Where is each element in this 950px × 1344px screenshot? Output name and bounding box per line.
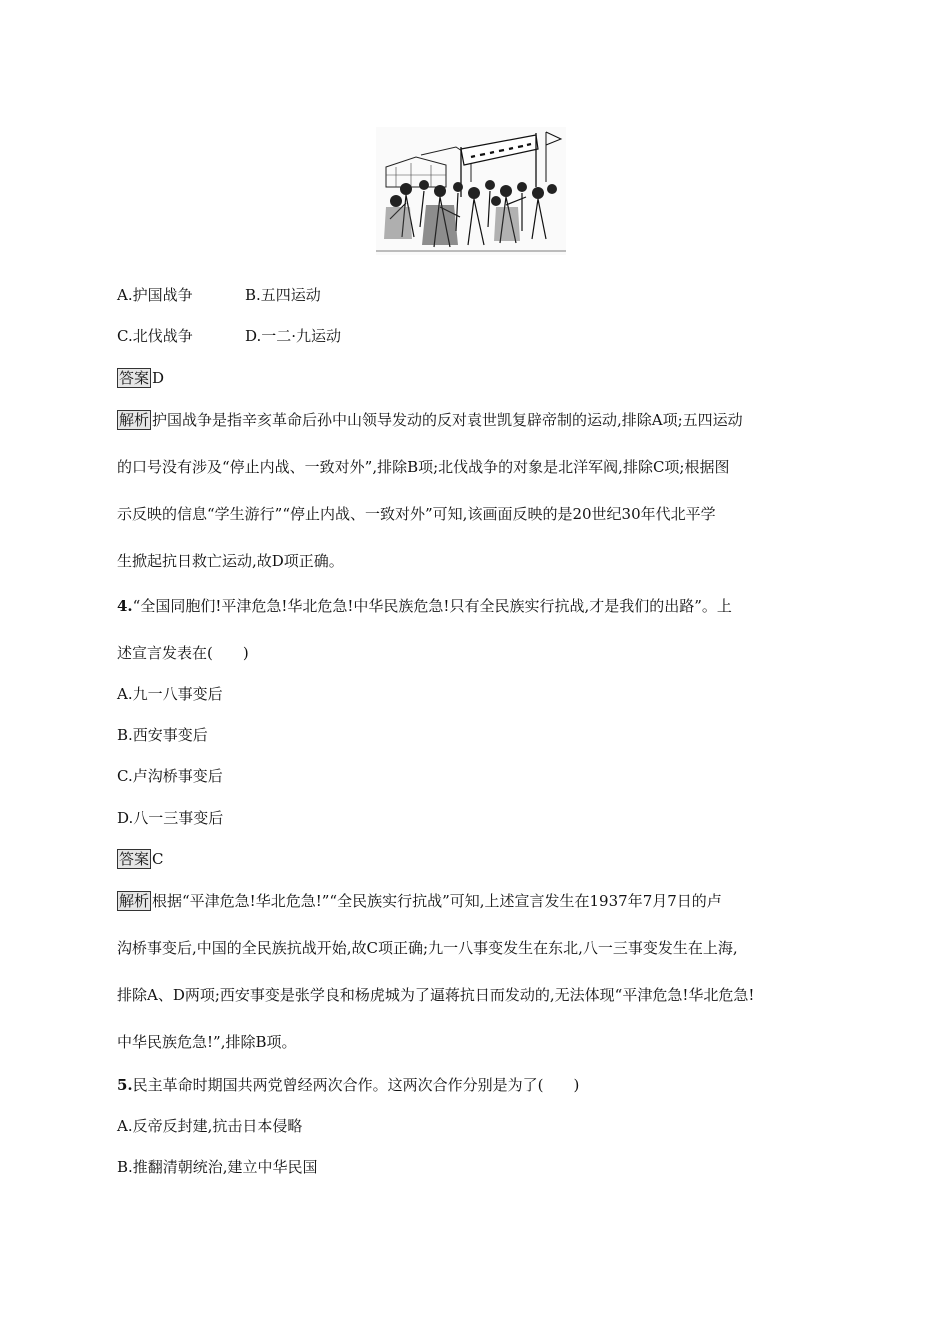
q3-option-b: B.五四运动 bbox=[245, 286, 321, 304]
q4-stem-line-2: 述宣言发表在( ) bbox=[117, 644, 249, 662]
q3-analysis-line-1 bbox=[117, 410, 743, 430]
q3-analysis-text-1: 护国战争是指辛亥革命后孙中山领导发动的反对袁世凯复辟帝制的运动,排除A项;五四运动 bbox=[152, 411, 743, 429]
answer-tag: 答案 bbox=[119, 850, 150, 868]
q5-option-b: B.推翻清朝统治,建立中华民国 bbox=[117, 1158, 318, 1176]
q3-analysis-line-4: 生掀起抗日救亡运动,故D项正确。 bbox=[117, 552, 344, 570]
q3-option-c: C.北伐战争 bbox=[117, 327, 193, 345]
q4-analysis-line-4: 中华民族危急!”,排除B项。 bbox=[117, 1033, 297, 1051]
q5-stem bbox=[117, 1075, 579, 1095]
q3-analysis-line-3: 示反映的信息“学生游行”“停止内战、一致对外”可知,该画面反映的是20世纪30年代北平学 bbox=[117, 505, 716, 523]
analysis-tag: 解析 bbox=[119, 411, 150, 429]
analysis-tag: 解析 bbox=[119, 892, 150, 910]
q3-answer-value: D bbox=[152, 369, 165, 387]
q4-analysis-line-1 bbox=[117, 891, 722, 911]
q3-option-d: D.一二·九运动 bbox=[245, 327, 342, 345]
q4-stem-line-1 bbox=[117, 596, 732, 616]
q4-analysis-text-1: 根据“平津危急!华北危急!”“全民族实行抗战”可知,上述宣言发生在1937年7月7日的卢 bbox=[152, 892, 722, 910]
q3-option-a: A.护国战争 bbox=[117, 286, 193, 304]
q4-option-a: A.九一八事变后 bbox=[117, 685, 223, 703]
q3-answer-line bbox=[117, 368, 164, 388]
q5-stem-text: 民主革命时期国共两党曾经两次合作。这两次合作分别是为了( ) bbox=[132, 1076, 580, 1094]
q4-stem-text-1: “全国同胞们!平津危急!华北危急!中华民族危急!只有全民族实行抗战,才是我们的出路”。上 bbox=[132, 597, 732, 615]
q5-option-a: A.反帝反封建,抗击日本侵略 bbox=[117, 1117, 303, 1135]
q4-option-d: D.八一三事变后 bbox=[117, 809, 224, 827]
student-demonstration-illustration bbox=[376, 127, 566, 255]
q4-option-b: B.西安事变后 bbox=[117, 726, 208, 744]
q4-answer-value: C bbox=[152, 850, 164, 868]
q3-analysis-line-2: 的口号没有涉及“停止内战、一致对外”,排除B项;北伐战争的对象是北洋军阀,排除C项;根据图 bbox=[117, 458, 730, 476]
q4-answer-line bbox=[117, 849, 164, 869]
q5-number: 5. bbox=[117, 1076, 133, 1094]
q4-number: 4. bbox=[117, 597, 133, 615]
answer-tag: 答案 bbox=[119, 369, 150, 387]
q4-analysis-line-3: 排除A、D两项;西安事变是张学良和杨虎城为了逼蒋抗日而发动的,无法体现“平津危急!华北危急! bbox=[117, 986, 755, 1004]
q4-analysis-line-2: 沟桥事变后,中国的全民族抗战开始,故C项正确;九一八事变发生在东北,八一三事变发生在上海, bbox=[117, 939, 738, 957]
q4-option-c: C.卢沟桥事变后 bbox=[117, 767, 223, 785]
